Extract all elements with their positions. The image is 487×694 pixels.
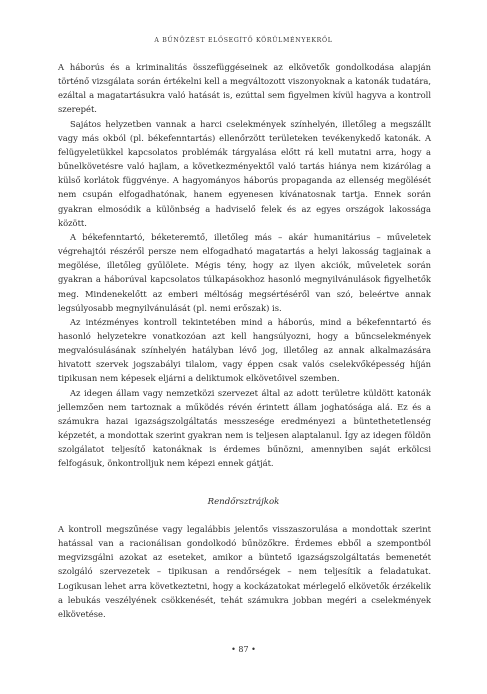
- paragraph-1: A háborús és a kriminalitás összefüggéseinek az elkövetők gondolkodása alapján történő vizsgálata során értékelni kell a megváltozott viszonyoknak a katonák tudatára, ezáltal a magatartásukra való hatását is, ezúttal sem figyelmen kívül hagyva a kontroll szerepét.: [58, 62, 431, 115]
- body-text: [58, 60, 431, 471]
- section-paragraph: A kontroll megszűnése vagy legalábbis jelentős visszaszorulása a mondottak szerint hatással van a racionálisan gondolkodó bűnözőkre. Érdemes ebből a szempontból megvizsgálni azokat az eseteket, amikor a büntető igazságszolgáltatás bemenetét szolgáló szervezetek – tipikusan a rendőrségek – nem teljesítik a feladatukat. Logikusan lehet arra következtetni, hogy a kockázatokat mérlegelő elkövetők érzékelik a lebukás veszélyének csökkenését, tehát számukra jobban megéri a cselekmények elkövetése.: [58, 524, 431, 619]
- section-heading: Rendőrsztrájkok: [207, 497, 280, 507]
- paragraph-3: A békefenntartó, béketeremtő, illetőleg más – akár humanitárius – műveletek végrehajtói részéről persze nem elfogadható magatartás a helyi lakosság tagjainak a megölése, illetőleg gyűlölete. Mégis tény, hogy az ilyen akciók, műveletek során gyakran a háborúval kapcsolatos túlkapásokhoz hasonló megnyilvánulások figyelhetők meg. Mindenekelőtt az emberi méltóság megsértéséről van szó, beleértve annak legsúlyosabb megnyilvánulását (pl. nemi erőszak) is.: [58, 231, 431, 313]
- paragraph-5: Az idegen állam vagy nemzetközi szervezet által az adott területre küldött katonák jellemzően nem tartoznak a működés révén érintett állam joghatósága alá. Ez és a számukra hazai igazságszolgáltatás messzesége eredményezi a büntethetetlenség képzetét, a mondottak szerint gyakran nem is teljesen alaptalanul. Így az idegen földön szolgálatot teljesítő katonáknak is érdemes bűnözni, amennyiben saját erkölcsi felfogásuk, önkontrolljuk nem képezi ennek gátját.: [58, 387, 431, 469]
- page-number: • 87 •: [231, 645, 256, 654]
- paragraph-4: Az intézményes kontroll tekintetében mind a háborús, mind a békefenntartó és hasonló helyzetekre vonatkozóan azt kell hangsúlyozni, hogy a bűncselekmények megvalósulásának színhelyén hatályban lévő jog, illetőleg az annak alkalmazására hivatott szervek jogszabályi tilalom, vagy éppen csak valós cselekvőképesség híján tipikusan nem képesek eljárni a deliktumok elkövetőivel szemben.: [58, 316, 431, 384]
- running-header: A BŰNÖZÉST ELŐSEGÍTŐ KÖRÜLMÉNYEKRŐL: [154, 37, 333, 44]
- paragraph-2: Sajátos helyzetben vannak a harci cselekmények színhelyén, illetőleg a megszállt vagy más okból (pl. békefenntartás) ellenőrzött területeken tevékenykedő katonák. A felügyeletükkel kapcsolatos problémák tárgyalása előtt rá kell mutatni arra, hogy a bűnelkövetésre való hajlam, a következményektől való tartás hiánya nem kizárólag a külső korlátok függvénye. A hagyományos háborús propaganda az ellenség megölését nem csupán elfogadhatónak, hanem egyenesen kívánatosnak tartja. Ennek során gyakran elmosódik a különbség a hadviselő felek és az egyes országok lakossága között.: [58, 118, 431, 228]
- section-body: [58, 522, 431, 621]
